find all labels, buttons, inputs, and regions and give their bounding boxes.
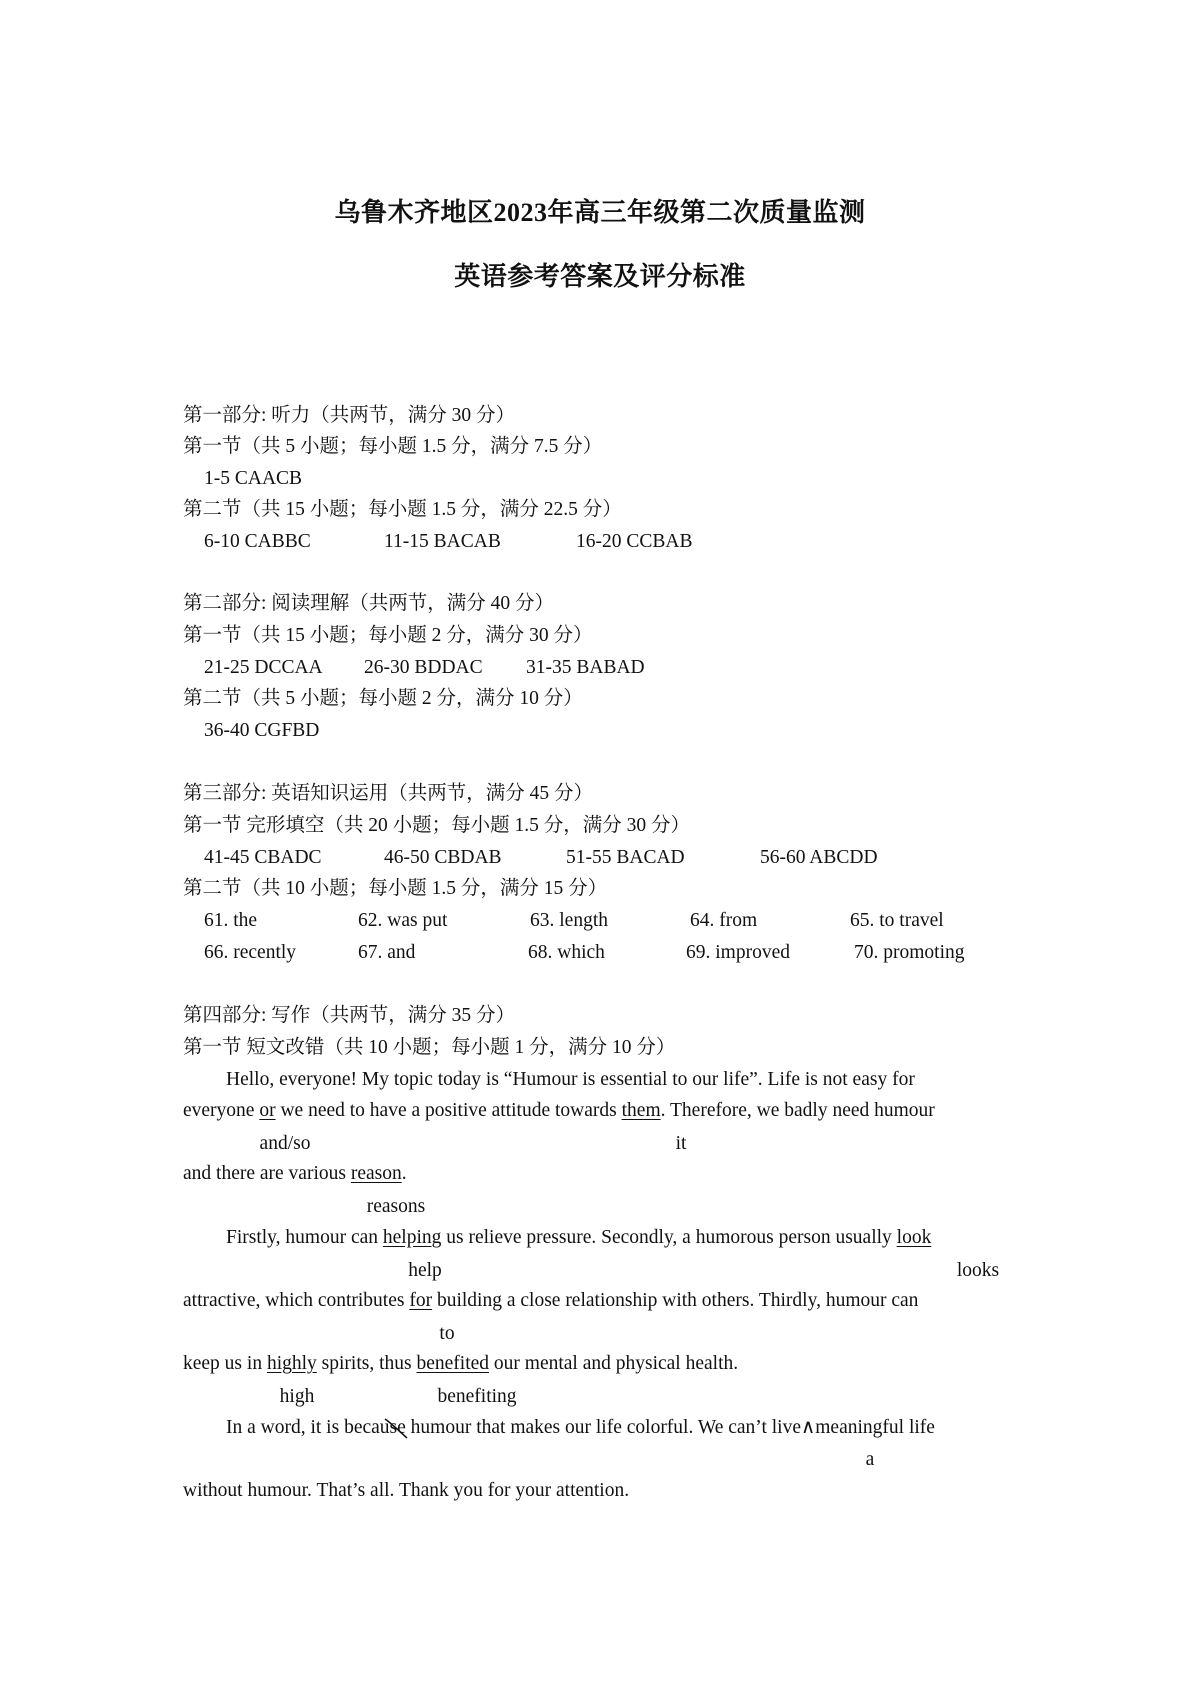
essay-line: Hello, everyone! My topic today is “Humour is essential to our life”. Life is not easy for — [226, 1069, 915, 1090]
answer-group: 16-20 CCBAB — [576, 531, 693, 552]
essay-line: and there are various reason. — [183, 1163, 407, 1184]
part1-sec2-heading: 第二节（共 15 小题；每小题 1.5 分，满分 22.5 分） — [183, 499, 622, 520]
document-subtitle: 英语参考答案及评分标准 — [454, 262, 746, 291]
error-mark: highly — [266, 1353, 317, 1374]
part3-sec1-heading: 第一节 完形填空（共 20 小题；每小题 1.5 分，满分 30 分） — [183, 815, 691, 836]
answer-group: 41-45 CBADC — [204, 847, 322, 868]
answer-group: 56-60 ABCDD — [760, 847, 878, 868]
answer-group: 11-15 BACAB — [384, 531, 501, 552]
grammar-answer: 69. improved — [686, 942, 790, 963]
caret-insert-mark: ∧ — [800, 1417, 816, 1438]
error-mark: for — [409, 1290, 433, 1311]
grammar-answer: 63. length — [530, 910, 608, 931]
document-title: 乌鲁木齐地区2023年高三年级第二次质量监测 — [334, 198, 866, 227]
part3-sec2-heading: 第二节（共 10 小题；每小题 1.5 分，满分 15 分） — [183, 878, 608, 899]
answer-group: 31-35 BABAD — [526, 657, 645, 678]
part4-heading: 第四部分: 写作（共两节，满分 35 分） — [183, 1005, 516, 1026]
grammar-answer: 61. the — [204, 910, 258, 931]
error-mark: benefited — [416, 1353, 490, 1374]
grammar-answer: 70. promoting — [854, 942, 965, 963]
answer-group: 36-40 CGFBD — [204, 720, 320, 741]
grammar-answer: 64. from — [690, 910, 758, 931]
grammar-answer: 66. recently — [204, 942, 297, 963]
answer-group: 46-50 CBDAB — [384, 847, 502, 868]
grammar-answer: 65. to travel — [850, 910, 944, 931]
grammar-answer: 68. which — [528, 942, 605, 963]
essay-line: without humour. That’s all. Thank you for your attention. — [183, 1480, 630, 1501]
grammar-answer: 62. was put — [358, 910, 448, 931]
error-mark: or — [259, 1100, 276, 1121]
essay-line: keep us in highly spirits, thus benefited our mental and physical health. — [183, 1353, 739, 1374]
part2-heading: 第二部分: 阅读理解（共两节，满分 40 分） — [183, 593, 555, 614]
part1-heading: 第一部分: 听力（共两节，满分 30 分） — [183, 405, 516, 426]
answer-group: 6-10 CABBC — [204, 531, 311, 552]
answer-group: 26-30 BDDAC — [364, 657, 483, 678]
error-mark: them — [621, 1100, 661, 1121]
answer-group: 51-55 BACAD — [566, 847, 685, 868]
deletion-mark: use — [380, 1418, 406, 1438]
essay-line: Firstly, humour can helping us relieve pressure. Secondly, a humorous person usually look — [226, 1227, 932, 1248]
error-mark: look — [896, 1227, 932, 1248]
essay-line: attractive, which contributes for building a close relationship with others. Thirdly, humour can — [183, 1290, 919, 1311]
error-mark: helping — [382, 1227, 442, 1248]
essay-line: In a word, it is because humour that makes our life colorful. We can’t live∧meaningful life — [226, 1418, 935, 1438]
part4-sec1-heading: 第一节 短文改错（共 10 小题；每小题 1 分，满分 10 分） — [183, 1037, 676, 1058]
part3-heading: 第三部分: 英语知识运用（共两节，满分 45 分） — [183, 783, 594, 804]
grammar-answer: 67. and — [358, 942, 416, 963]
answer-group: 21-25 DCCAA — [204, 657, 323, 678]
part1-sec1-heading: 第一节（共 5 小题；每小题 1.5 分，满分 7.5 分） — [183, 436, 603, 457]
part2-sec1-heading: 第一节（共 15 小题；每小题 2 分，满分 30 分） — [183, 625, 593, 646]
answer-group: 1-5 CAACB — [204, 468, 303, 489]
error-mark: reason — [350, 1163, 402, 1184]
essay-line: everyone or we need to have a positive attitude towards them. Therefore, we badly need humour — [183, 1100, 935, 1121]
part2-sec2-heading: 第二节（共 5 小题；每小题 2 分，满分 10 分） — [183, 688, 583, 709]
